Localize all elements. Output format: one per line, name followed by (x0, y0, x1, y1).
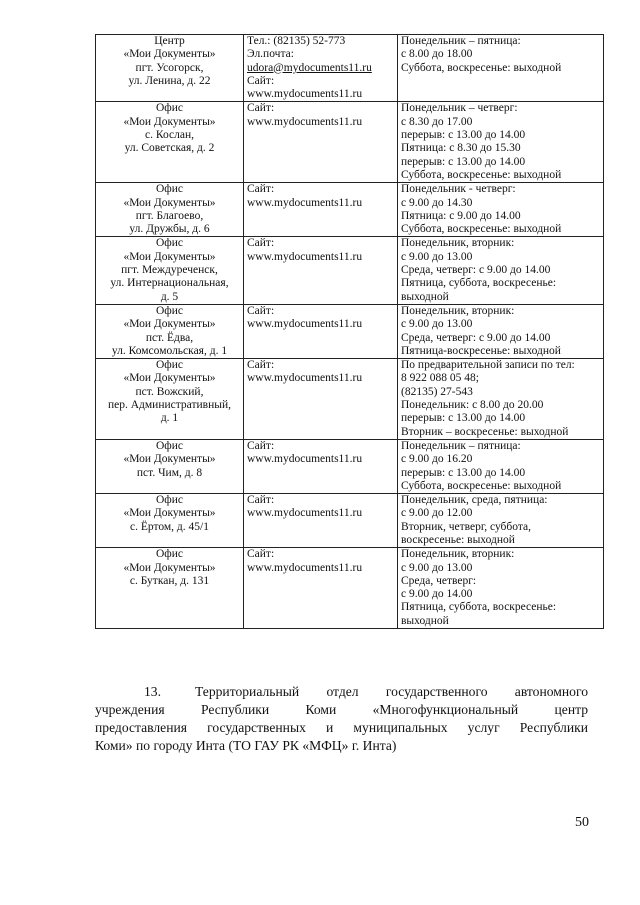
cell-line: www.mydocuments11.ru (247, 196, 363, 209)
cell-line: www.mydocuments11.ru (247, 453, 363, 466)
cell-line: Суббота, воскресенье: выходной (401, 479, 562, 492)
cell-line: Сайт: (247, 359, 275, 372)
hours-cell (398, 35, 604, 102)
cell-line: Сайт: (247, 494, 275, 507)
office-name-cell (96, 548, 244, 629)
contact-cell (244, 102, 398, 183)
cell-line: Понедельник – четверг: (401, 102, 518, 115)
office-name-cell (96, 35, 244, 102)
cell-line: перерыв: с 13.00 до 14.00 (401, 129, 526, 142)
cell-line: воскресенье: выходной (401, 533, 515, 546)
cell-line: с 9.00 до 13.00 (401, 250, 473, 263)
cell-line: Понедельник, вторник: (401, 304, 515, 317)
cell-line: Пятница, суббота, воскресенье: (401, 601, 557, 614)
cell-line: пгт. Усогорск, (135, 61, 204, 74)
section-line: 13. Территориальный отдел государственного автономного (144, 684, 588, 699)
cell-line: Понедельник – пятница: (401, 439, 521, 452)
section-line: Коми» по городу Инта (ТО ГАУ РК «МФЦ» г. Инта) (95, 738, 397, 753)
cell-line: Офис (155, 439, 183, 452)
table-row (96, 237, 604, 304)
cell-line: пст. Чим, д. 8 (136, 466, 203, 479)
cell-line: ул. Ленина, д. 22 (128, 74, 211, 87)
cell-line: Понедельник - четверг: (401, 183, 516, 196)
cell-line: «Мои Документы» (123, 318, 216, 331)
hours-cell (398, 304, 604, 358)
cell-line: Понедельник – пятница: (401, 35, 521, 47)
cell-line: «Мои Документы» (123, 507, 216, 520)
table-row (96, 35, 604, 102)
cell-line: Понедельник, вторник: (401, 237, 515, 250)
cell-line: «Мои Документы» (123, 372, 216, 385)
cell-line: www.mydocuments11.ru (247, 561, 363, 574)
cell-line: «Мои Документы» (123, 250, 216, 263)
cell-line: Суббота, воскресенье: выходной (401, 168, 562, 181)
cell-line: Пятница: с 8.30 до 15.30 (401, 142, 521, 155)
cell-line: Офис (155, 304, 183, 317)
cell-line: 8 922 088 05 48; (401, 372, 479, 385)
cell-line: Среда, четверг: с 9.00 до 14.00 (401, 331, 551, 344)
cell-line: пер. Административный, (107, 399, 231, 412)
cell-line: Сайт: (247, 102, 275, 115)
cell-line: По предварительной записи по тел: (401, 359, 575, 372)
cell-line: Понедельник: с 8.00 до 20.00 (401, 399, 544, 412)
section-line: предоставления государственных и муниципальных услуг Республики (95, 720, 588, 735)
offices-table (95, 34, 604, 629)
office-name-cell (96, 237, 244, 304)
cell-line: ул. Комсомольская, д. 1 (111, 344, 228, 357)
contact-cell (244, 359, 398, 440)
cell-line: с. Кослан, (145, 129, 194, 142)
cell-line: Офис (155, 548, 183, 561)
cell-line: с 8.00 до 18.00 (401, 48, 473, 61)
cell-line: Офис (155, 102, 183, 115)
cell-line: www.mydocuments11.ru (247, 372, 363, 385)
table-row (96, 102, 604, 183)
cell-line: Пятница, суббота, воскресенье: (401, 277, 557, 290)
cell-line: перерыв: с 13.00 до 14.00 (401, 466, 526, 479)
cell-line: ул. Дружбы, д. 6 (129, 223, 210, 236)
cell-line: www.mydocuments11.ru (247, 250, 363, 263)
cell-line: Суббота, воскресенье: выходной (401, 223, 562, 236)
email-link[interactable]: udora@mydocuments11.ru (247, 61, 372, 74)
office-name-cell (96, 494, 244, 548)
table-row (96, 494, 604, 548)
hours-cell (398, 183, 604, 237)
cell-line: с 9.00 до 12.00 (401, 507, 473, 520)
hours-cell (398, 237, 604, 304)
hours-cell (398, 102, 604, 183)
cell-line: Понедельник, среда, пятница: (401, 494, 548, 507)
cell-line: «Мои Документы» (123, 115, 216, 128)
cell-line: Пятница-воскресенье: выходной (401, 344, 561, 357)
cell-line: пст. Вожский, (135, 385, 204, 398)
page-number: 50 (575, 815, 589, 830)
cell-line: Сайт: (247, 237, 275, 250)
cell-line: Центр (154, 35, 185, 47)
cell-line: Понедельник, вторник: (401, 548, 515, 561)
cell-line: Тел.: (82135) 52-773 (247, 35, 346, 47)
cell-line: с. Буткан, д. 131 (129, 574, 210, 587)
hours-cell (398, 548, 604, 629)
cell-line: (82135) 27-543 (401, 385, 473, 398)
cell-line: пгт. Благоево, (135, 209, 204, 222)
cell-line: Офис (155, 183, 183, 196)
cell-line: www.mydocuments11.ru (247, 318, 363, 331)
contact-cell (244, 35, 398, 102)
cell-line: с 9.00 до 16.20 (401, 453, 473, 466)
cell-line: Офис (155, 494, 183, 507)
contact-cell (244, 548, 398, 629)
section-paragraph (95, 683, 588, 755)
cell-line: Эл.почта: (247, 48, 294, 61)
table-row (96, 183, 604, 237)
cell-line: выходной (401, 614, 449, 627)
cell-line: с 9.00 до 14.00 (401, 588, 473, 601)
cell-line: Суббота, воскресенье: выходной (401, 61, 562, 74)
office-name-cell (96, 304, 244, 358)
section-line: учреждения Республики Коми «Многофункциональный центр (95, 702, 588, 717)
cell-line: с 8.30 до 17.00 (401, 115, 473, 128)
cell-line: Сайт: (247, 439, 275, 452)
cell-line: ул. Советская, д. 2 (124, 142, 215, 155)
cell-line: перерыв: с 13.00 до 14.00 (401, 412, 526, 425)
contact-cell (244, 494, 398, 548)
cell-line: пгт. Междуреченск, (121, 264, 218, 277)
cell-line: «Мои Документы» (123, 453, 216, 466)
cell-line: «Мои Документы» (123, 196, 216, 209)
cell-line: д. 5 (160, 290, 179, 303)
office-name-cell (96, 183, 244, 237)
cell-line: пст. Ёдва, (145, 331, 194, 344)
office-name-cell (96, 439, 244, 493)
cell-line: Сайт: (247, 548, 275, 561)
cell-line: Пятница: с 9.00 до 14.00 (401, 209, 521, 222)
cell-line: www.mydocuments11.ru (247, 88, 363, 101)
cell-line: Сайт: (247, 183, 275, 196)
office-name-cell (96, 359, 244, 440)
cell-line: Офис (155, 359, 183, 372)
section-number: 13. (144, 684, 161, 699)
cell-line: с. Ёртом, д. 45/1 (130, 520, 209, 533)
table-row (96, 359, 604, 440)
cell-line: Сайт: (247, 304, 275, 317)
cell-line: с 9.00 до 14.30 (401, 196, 473, 209)
hours-cell (398, 439, 604, 493)
cell-line: д. 1 (160, 412, 179, 425)
cell-line: Вторник – воскресенье: выходной (401, 425, 569, 438)
contact-cell (244, 439, 398, 493)
contact-cell (244, 183, 398, 237)
cell-line: Среда, четверг: (401, 574, 477, 587)
hours-cell (398, 359, 604, 440)
cell-line: ул. Интернациональная, (110, 277, 229, 290)
table-row (96, 548, 604, 629)
cell-line: с 9.00 до 13.00 (401, 318, 473, 331)
table-row (96, 304, 604, 358)
cell-line: выходной (401, 290, 449, 303)
cell-line: www.mydocuments11.ru (247, 507, 363, 520)
hours-cell (398, 494, 604, 548)
cell-line: Сайт: (247, 74, 275, 87)
cell-line: Вторник, четверг, суббота, (401, 520, 531, 533)
office-name-cell (96, 102, 244, 183)
cell-line: www.mydocuments11.ru (247, 115, 363, 128)
cell-line: «Мои Документы» (123, 48, 216, 61)
cell-line: перерыв: с 13.00 до 14.00 (401, 155, 526, 168)
contact-cell (244, 237, 398, 304)
table-row (96, 439, 604, 493)
cell-line: с 9.00 до 13.00 (401, 561, 473, 574)
contact-cell (244, 304, 398, 358)
cell-line: «Мои Документы» (123, 561, 216, 574)
cell-line: Офис (155, 237, 183, 250)
cell-line: Среда, четверг: с 9.00 до 14.00 (401, 264, 551, 277)
